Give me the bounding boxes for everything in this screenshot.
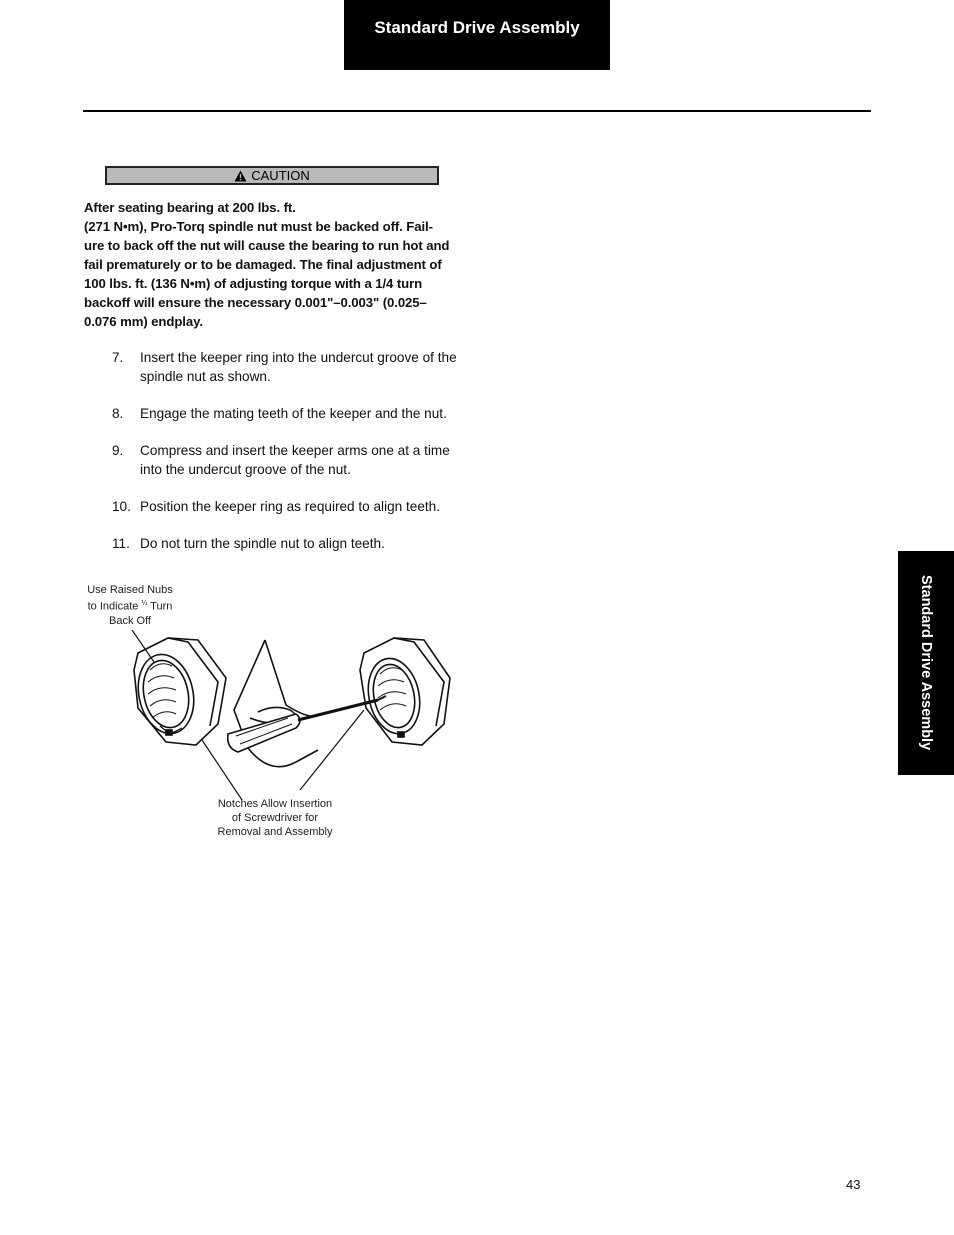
side-tab-label: Standard Drive Assembly: [918, 575, 934, 751]
step-item: [112, 497, 472, 516]
caution-banner: [105, 166, 439, 185]
step-text: into the undercut groove of the nut.: [140, 462, 351, 477]
callout-raised-nubs: Use Raised Nubs to Indicate $^{\frac{1}{4}}$ Turn Back Off: [87, 584, 173, 627]
warning-triangle-icon: [234, 170, 247, 182]
side-tab: [898, 551, 954, 775]
warning-line: fail prematurely or to be damaged. The final adjustment of: [84, 257, 442, 272]
warning-line: After seating bearing at 200 lbs. ft.: [84, 200, 296, 215]
warning-line: 0.076 mm) endplay.: [84, 314, 203, 329]
header-rule: [83, 110, 871, 112]
caution-text: [84, 198, 464, 331]
step-item: [112, 441, 472, 479]
step-text: Position the keeper ring as required to align teeth.: [140, 499, 441, 514]
header-tab: [344, 0, 610, 70]
header-title: Standard Drive Assembly: [374, 18, 580, 37]
spindle-nut-right: [360, 638, 450, 745]
keeper-ring-illustration: [110, 630, 480, 800]
step-text: Insert the keeper ring into the undercut groove of the: [140, 350, 457, 365]
warning-line: ure to back off the nut will cause the bearing to run hot and: [84, 238, 450, 253]
step-item: [112, 404, 472, 423]
step-number: 11.: [112, 536, 130, 551]
page-number: 43: [846, 1177, 861, 1192]
step-text: Compress and insert the keeper arms one at a time: [140, 443, 450, 458]
step-item: [112, 348, 472, 386]
step-number: 10.: [112, 499, 131, 514]
step-text: Do not turn the spindle nut to align teeth.: [140, 536, 385, 551]
warning-line: 100 lbs. ft. (136 N•m) of adjusting torque with a 1/4 turn: [84, 276, 423, 291]
step-number: 9.: [112, 443, 124, 458]
step-text: spindle nut as shown.: [140, 369, 271, 384]
warning-line: (271 N•m), Pro-Torq spindle nut must be backed off. Fail-: [84, 219, 433, 234]
step-number: 8.: [112, 406, 124, 421]
caution-label: CAUTION: [251, 168, 310, 183]
spindle-nut-left: [131, 638, 226, 745]
step-number: 7.: [112, 350, 124, 365]
warning-line: backoff will ensure the necessary 0.001"–0.003" (0.025–: [84, 295, 427, 310]
step-text: Engage the mating teeth of the keeper and the nut.: [140, 406, 447, 421]
step-item: [112, 534, 472, 553]
callout-notches: Notches Allow Insertion of Screwdriver for Removal and Assembly: [217, 798, 333, 838]
